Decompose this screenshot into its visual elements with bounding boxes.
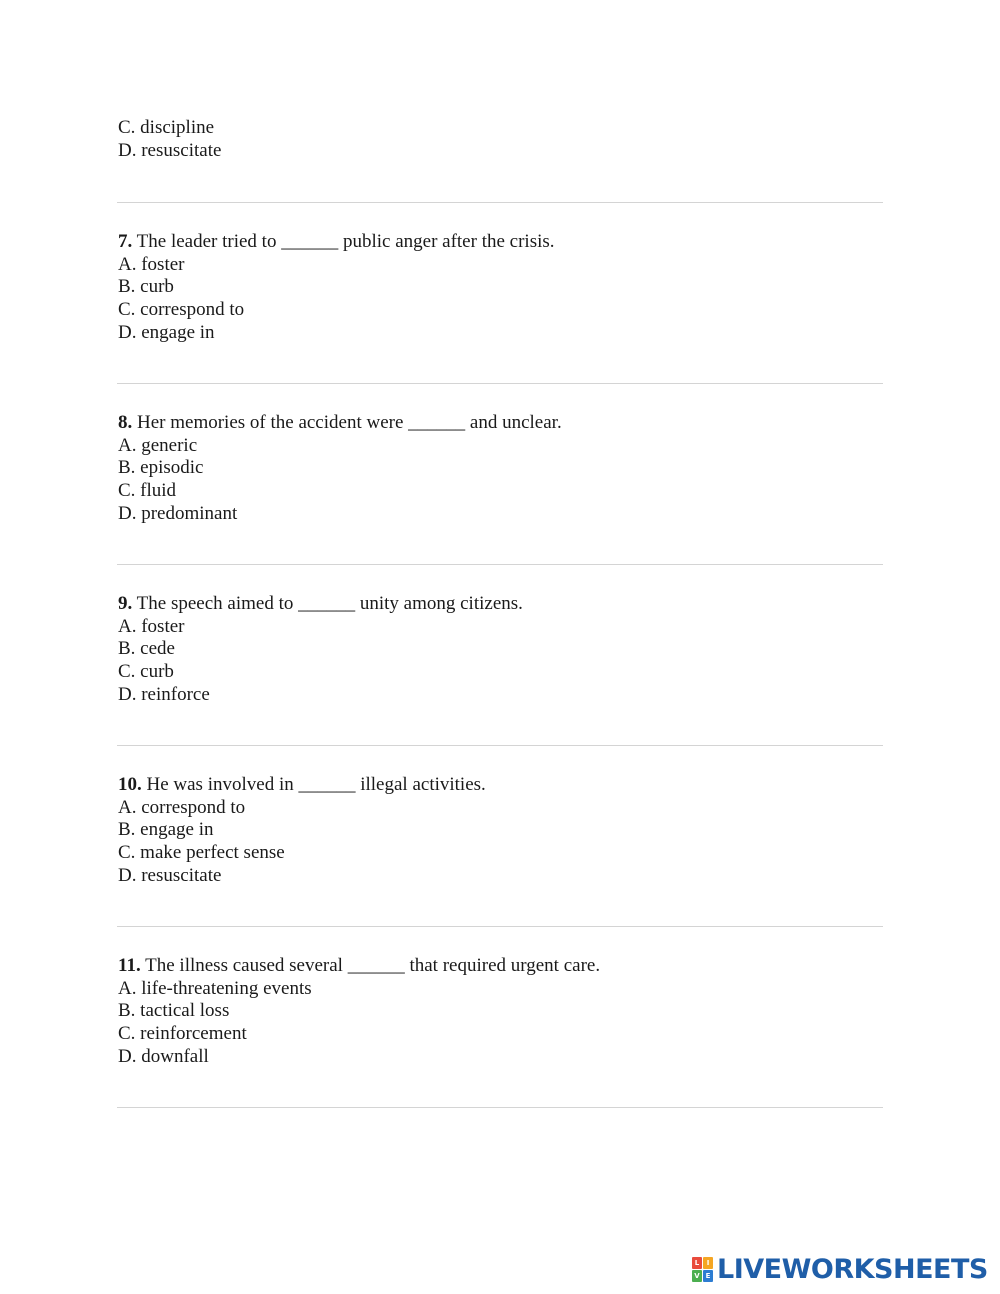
option-d: D. engage in: [118, 321, 215, 343]
question-number: 7.: [118, 231, 133, 252]
divider: [117, 926, 883, 927]
option-c: C. correspond to: [118, 299, 245, 321]
option-c: C. curb: [118, 661, 174, 683]
option-b: B. cede: [118, 638, 175, 660]
question-10: [118, 774, 884, 887]
question-stem: [118, 955, 884, 978]
option-c: C. discipline: [118, 117, 215, 138]
option-d: D. predominant: [118, 502, 238, 524]
option-b: B. engage in: [118, 819, 214, 841]
option-c: C. reinforcement: [118, 1023, 247, 1045]
option-a: A. generic: [118, 434, 198, 456]
question-8: [118, 412, 884, 525]
option-a: A. foster: [118, 615, 185, 637]
logo-text: LIVEWORKSHEETS: [717, 1254, 988, 1285]
question-stem: [118, 593, 884, 616]
liveworksheets-logo[interactable]: [692, 1255, 988, 1285]
question-number: 8.: [118, 412, 133, 433]
option-b: B. curb: [118, 276, 174, 298]
question-9: [118, 593, 884, 706]
question-number: 11.: [118, 955, 141, 976]
question-text: The speech aimed to ______ unity among citizens.: [136, 593, 523, 614]
question-stem: [118, 774, 884, 797]
option-c: C. make perfect sense: [118, 842, 285, 864]
option-a: A. life-threatening events: [118, 977, 312, 999]
option-c: C. fluid: [118, 480, 177, 502]
question-stem: [118, 412, 884, 435]
logo-mark-tile: E: [703, 1270, 713, 1282]
question-stem: [118, 231, 884, 254]
divider: [117, 745, 883, 746]
question-number: 9.: [118, 593, 133, 614]
question-number: 10.: [118, 774, 142, 795]
option-a: A. correspond to: [118, 796, 246, 818]
divider: [117, 564, 883, 565]
option-d: D. resuscitate: [118, 864, 222, 886]
question-text: Her memories of the accident were ______ and unclear.: [137, 412, 562, 433]
question-text: He was involved in ______ illegal activities.: [146, 774, 486, 795]
question-text: The leader tried to ______ public anger after the crisis.: [136, 231, 555, 252]
divider: [117, 383, 883, 384]
divider: [117, 202, 883, 203]
question-6-continuation: [118, 117, 884, 162]
question-7: [118, 231, 884, 344]
option-b: B. episodic: [118, 457, 204, 479]
option-d: D. reinforce: [118, 683, 210, 705]
logo-mark-tile: L: [692, 1257, 702, 1269]
option-b: B. tactical loss: [118, 1000, 230, 1022]
divider: [117, 1107, 883, 1108]
option-d: D. downfall: [118, 1045, 209, 1067]
logo-mark-tile: I: [703, 1257, 713, 1269]
logo-mark-icon: [692, 1257, 714, 1283]
logo-mark-tile: V: [692, 1270, 702, 1282]
option-d: D. resuscitate: [118, 139, 222, 161]
option-a: A. foster: [118, 253, 185, 275]
question-text: The illness caused several ______ that required urgent care.: [145, 955, 601, 976]
question-11: [118, 955, 884, 1068]
